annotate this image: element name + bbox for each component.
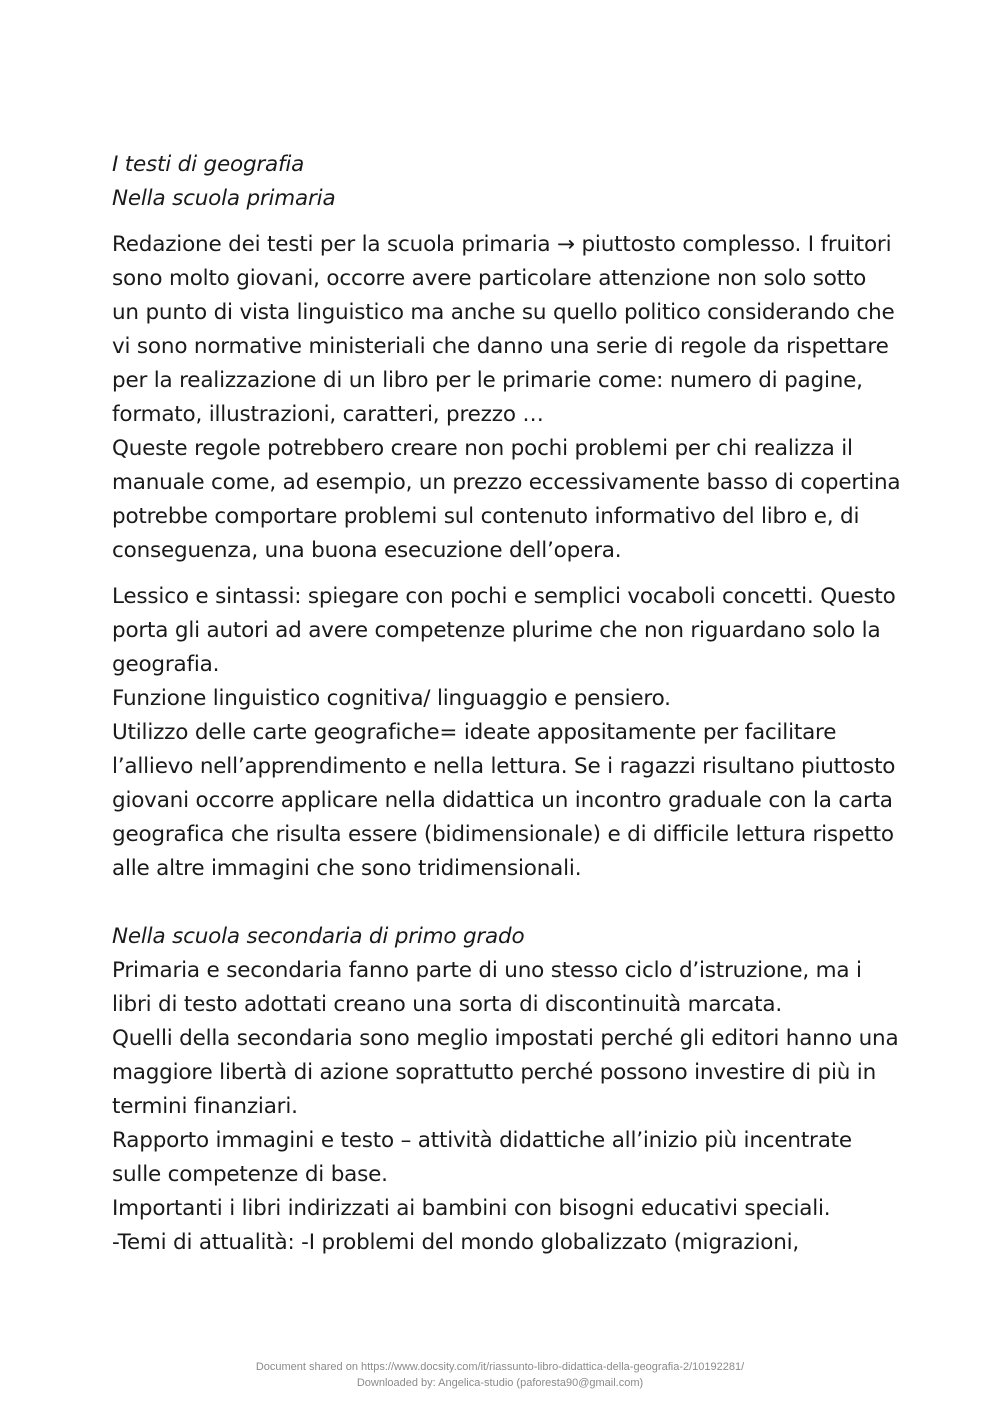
text-line: Utilizzo delle carte geografiche= ideate appositamente per facilitare	[112, 720, 837, 745]
text-line: conseguenza, una buona esecuzione dell’opera.	[112, 538, 622, 563]
text-line: vi sono normative ministeriali che danno una serie di regole da rispettare	[112, 334, 889, 359]
text-line: Quelli della secondaria sono meglio impostati perché gli editori hanno una	[112, 1026, 899, 1051]
text-line: Primaria e secondaria fanno parte di uno stesso ciclo d’istruzione, ma i	[112, 958, 862, 983]
text-line: sulle competenze di base.	[112, 1162, 388, 1187]
section-heading-secondaria: Nella scuola secondaria di primo grado	[112, 924, 525, 949]
text-line: alle altre immagini che sono tridimensionali.	[112, 856, 582, 881]
text-line: Redazione dei testi per la scuola primaria → piuttosto complesso. I fruitori	[112, 232, 892, 257]
text-line: Queste regole potrebbero creare non pochi problemi per chi realizza il	[112, 436, 853, 461]
text-line: Lessico e sintassi: spiegare con pochi e semplici vocaboli concetti. Questo	[112, 584, 896, 609]
text-line: l’allievo nell’apprendimento e nella lettura. Se i ragazzi risultano piuttosto	[112, 754, 896, 779]
section-heading-primaria: Nella scuola primaria	[112, 186, 336, 211]
document-title	[112, 148, 902, 216]
text-line: -Temi di attualità: -I problemi del mondo globalizzato (migrazioni,	[112, 1230, 800, 1255]
text-line: termini finanziari.	[112, 1094, 298, 1119]
paragraph-secondaria	[112, 954, 902, 1260]
footer-downloaded-line: Downloaded by: Angelica-studio (paforesta90@gmail.com)	[356, 1377, 644, 1389]
text-line: Rapporto immagini e testo – attività didattiche all’inizio più incentrate	[112, 1128, 852, 1153]
text-line: maggiore libertà di azione soprattutto perché possono investire di più in	[112, 1060, 876, 1085]
document-body	[112, 148, 902, 1260]
docsity-footer	[0, 1359, 1000, 1391]
text-line: per la realizzazione di un libro per le primarie come: numero di pagine,	[112, 368, 863, 393]
text-line: porta gli autori ad avere competenze plurime che non riguardano solo la	[112, 618, 881, 643]
text-line: potrebbe comportare problemi sul contenuto informativo del libro e, di	[112, 504, 860, 529]
text-line: geografia.	[112, 652, 220, 677]
text-line: Importanti i libri indirizzati ai bambini con bisogni educativi speciali.	[112, 1196, 831, 1221]
text-line: manuale come, ad esempio, un prezzo eccessivamente basso di copertina	[112, 470, 901, 495]
paragraph-lessico	[112, 580, 902, 886]
text-line: un punto di vista linguistico ma anche su quello politico considerando che	[112, 300, 895, 325]
paragraph-primaria-intro	[112, 228, 902, 568]
title-line: I testi di geografia	[112, 152, 305, 177]
text-line: formato, illustrazioni, caratteri, prezzo …	[112, 402, 544, 427]
text-line: giovani occorre applicare nella didattica un incontro graduale con la carta	[112, 788, 893, 813]
text-line: sono molto giovani, occorre avere particolare attenzione non solo sotto	[112, 266, 867, 291]
text-line: libri di testo adottati creano una sorta di discontinuità marcata.	[112, 992, 782, 1017]
footer-shared-line: Document shared on https://www.docsity.com/it/riassunto-libro-didattica-della-geografia-2/10192281/	[255, 1361, 745, 1373]
text-line: Funzione linguistico cognitiva/ linguaggio e pensiero.	[112, 686, 671, 711]
text-line: geografica che risulta essere (bidimensionale) e di difficile lettura rispetto	[112, 822, 894, 847]
